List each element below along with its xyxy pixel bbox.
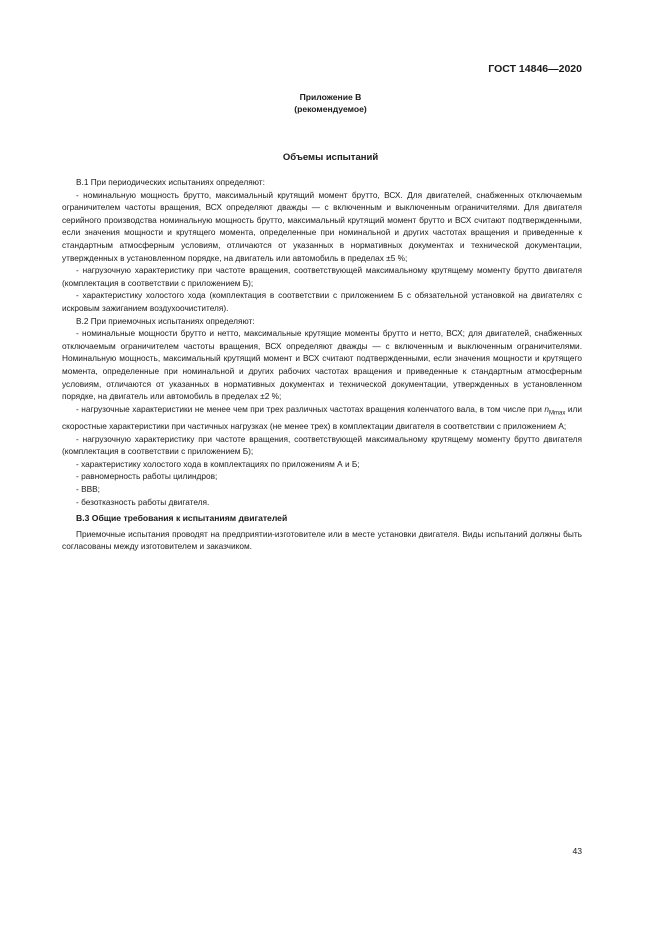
page-number: 43 [572,846,582,856]
appendix-subtitle: (рекомендуемое) [294,104,367,114]
paragraph-b1-item-3: - характеристику холостого хода (комплектация в соответствии с приложением Б с обязательной установкой на двигателях с искровым зажиганием воздухоочистителя). [62,290,582,313]
document-standard-number: ГОСТ 14846—2020 [488,63,582,75]
document-body [62,176,582,553]
paragraph-b1-intro: В.1 При периодических испытаниях определяют: [76,177,265,187]
paragraph-b2-item-4: - характеристику холостого хода в комплектациях по приложениям А и Б; [76,458,360,469]
paragraph-b3-text: Приемочные испытания проводят на предприятии-изготовителе или в месте установки двигателя. Виды испытаний должны быть согласованы между изготовителем и заказчиком. [62,528,582,552]
paragraph-b2-item-6: - ВВВ; [76,483,100,494]
appendix-heading [0,91,661,115]
paragraph-b1-item-2: - нагрузочную характеристику при частоте вращения, соответствующей максимальному крутящему моменту брутто двигателя (комплектация в соответствии с приложением Б); [62,265,582,288]
loadchar-text-before: - нагрузочные характеристики не менее чем при трех различных частотах вращения коленчатого вала, в том числе при [76,403,545,414]
appendix-title: Приложение В [299,92,362,102]
b3-heading: В.3 Общие требования к испытаниям двигателей [76,513,288,524]
paragraph-b1-item-1: - номинальную мощность брутто, максимальный крутящий момент брутто, ВСХ. Для двигателей, снабженных отключаемым ограничителем частоты вращения, ВСХ определяют дважды — с включенным и выключенным ограничителями. Для двигателя серийного производства номинальную мощность брутто, максимальный крутящий момент брутто и ВСХ считают подтвержденными, если значения мощности и крутящего момента, определенные при номинальной и других частотах вращения и приведенные к стандартным атмосферным условиям, отличаются от указанных в нормативных документах и технической документации, утвержденных в установленном порядке, на двигатель или автомобиль в пределах ±5 %; [62,189,582,263]
paragraph-b2-item-7: - безотказность работы двигателя. [76,496,210,507]
paragraph-b2-item-3: - нагрузочную характеристику при частоте вращения, соответствующей максимальному крутящему моменту брутто двигателя (комплектация в соответствии с приложением Б); [62,433,582,457]
loadchar-subscript: Mmax [549,410,566,417]
paragraph-b2-item-2 [62,403,582,433]
loadchar-text-after: или скоростные характеристики при частичных нагрузках (не менее трех) в комплектации двигателя в соответствии с приложением А; [62,403,583,431]
loadchar-symbol-n: n [544,403,550,414]
paragraph-b2-item-5: - равномерность работы цилиндров; [76,471,218,482]
paragraph-b2-intro: В.2 При приемочных испытаниях определяют: [76,315,255,326]
paragraph-b2-item-1: - номинальные мощности брутто и нетто, максимальные крутящие моменты брутто и нетто, ВСХ; для двигателей, снабженных отключаемым ограничителем частоты вращения, ВСХ определяют дважды — с включенным и выключенным ограничителями. Номинальную мощность, максимальный крутящий момент и ВСХ считают подтвержденными, если значения мощности и крутящего момента, определенные при номинальной и других рабочих частотах вращения и приведенные к стандартным атмосферным условиям, отличаются от указанных в нормативных документах и технической документации, утвержденных в установленном порядке, на двигатель или автомобиль в пределах ±2 %; [62,328,582,402]
section-title: Объемы испытаний [282,152,379,163]
